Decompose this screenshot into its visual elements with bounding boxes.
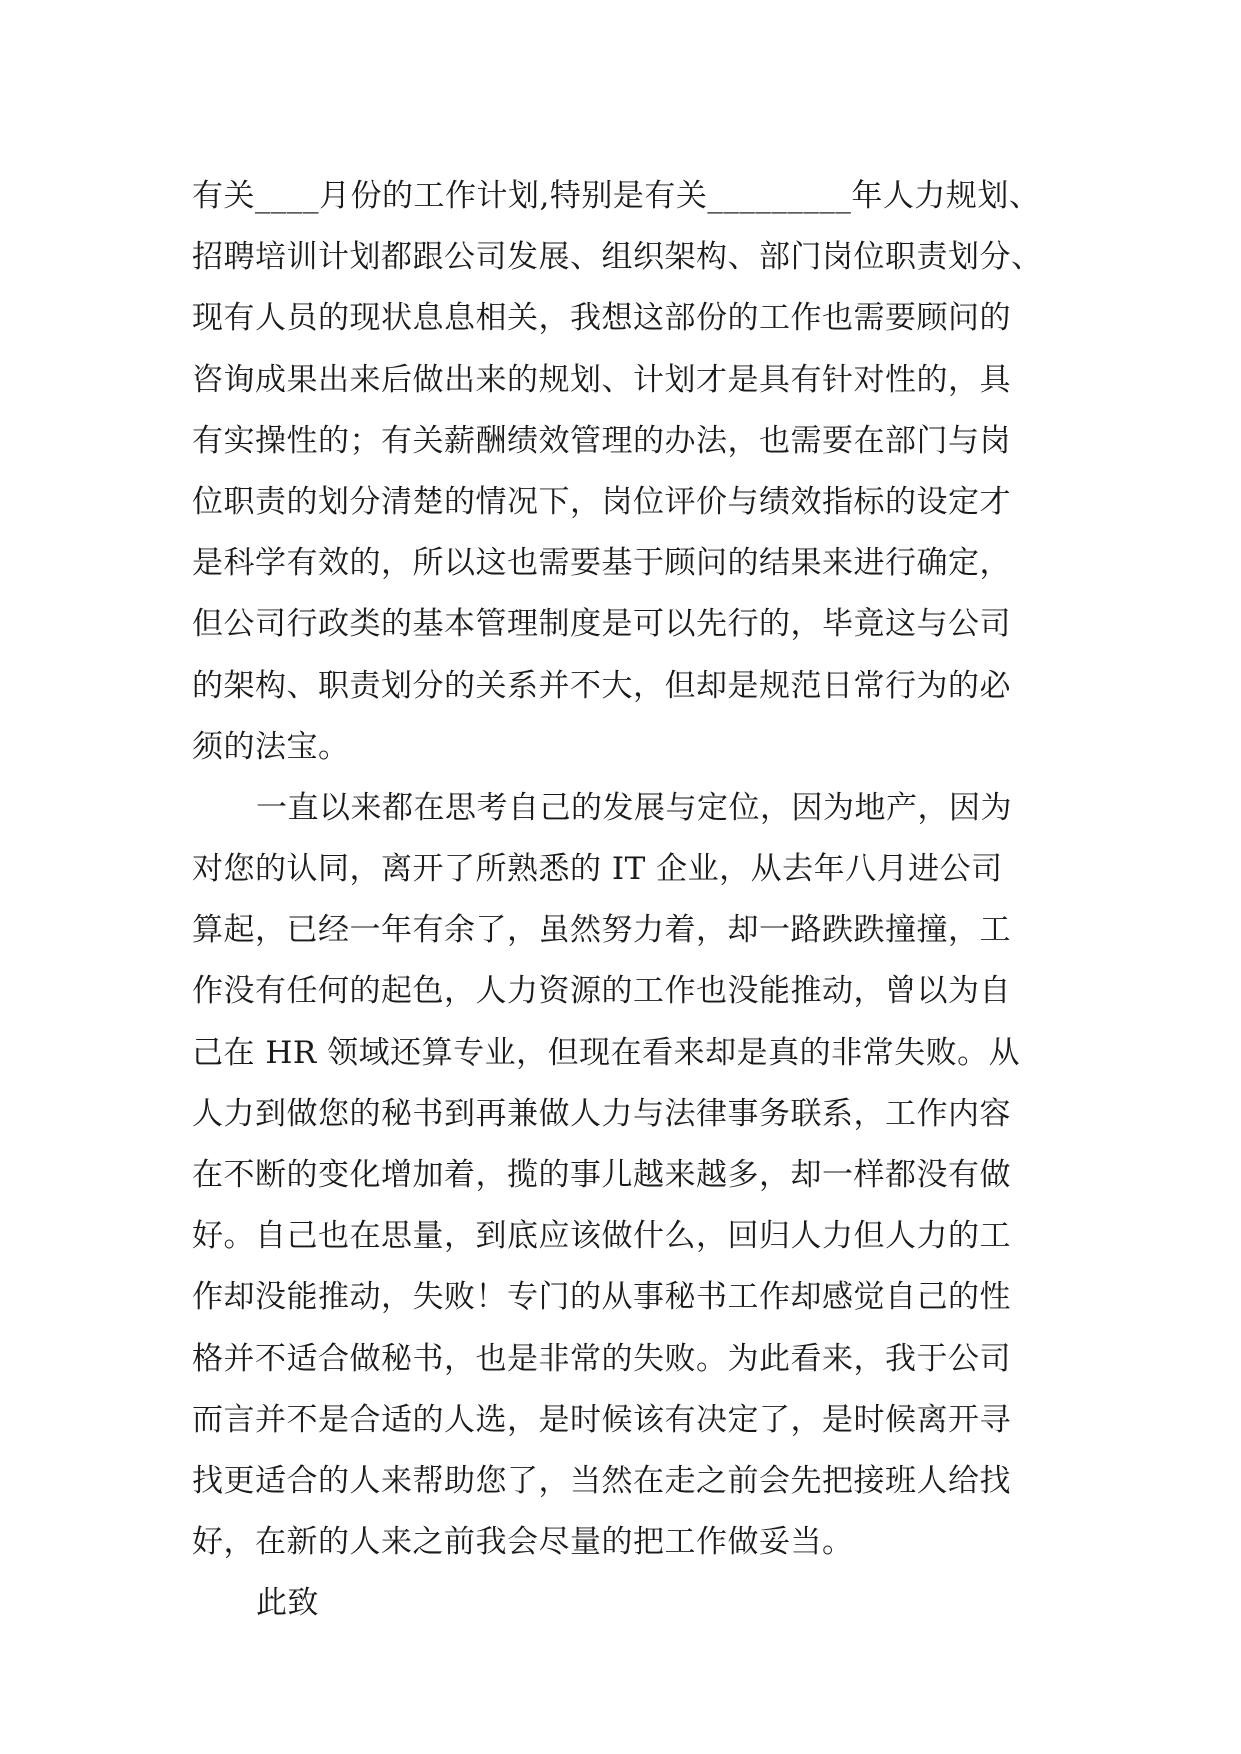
text-line: 作没有任何的起色，人力资源的工作也没能推动，曾以为自 <box>192 973 1011 1010</box>
text-line: 找更适合的人来帮助您了，当然在走之前会先把接班人给找 <box>192 1462 1011 1499</box>
text-line: 招聘培训计划都跟公司发展、组织架构、部门岗位职责划分、 <box>192 239 1043 276</box>
text-line: 须的法宝。 <box>192 728 350 765</box>
text-line: 现有人员的现状息息相关，我想这部份的工作也需要顾问的 <box>192 300 1011 337</box>
text-line: 算起，已经一年有余了，虽然努力着，却一路跌跌撞撞，工 <box>192 912 1011 949</box>
text-line: 但公司行政类的基本管理制度是可以先行的，毕竟这与公司 <box>192 606 1011 643</box>
letter-body <box>192 166 1062 1635</box>
text-line: 己在 HR 领域还算专业，但现在看来却是真的非常失败。从 <box>192 1034 1021 1071</box>
text-line: 作却没能推动，失败！专门的从事秘书工作却感觉自己的性 <box>192 1279 1011 1316</box>
text-line: 而言并不是合适的人选，是时候该有决定了，是时候离开寻 <box>192 1401 1011 1438</box>
text-line: 位职责的划分清楚的情况下，岗位评价与绩效指标的设定才 <box>192 483 1011 520</box>
text-line: 在不断的变化增加着，揽的事儿越来越多，却一样都没有做 <box>192 1157 1011 1193</box>
text-line: 是科学有效的，所以这也需要基于顾问的结果来进行确定， <box>192 545 1011 582</box>
text-line: 人力到做您的秘书到再兼做人力与法律事务联系，工作内容 <box>192 1095 1011 1132</box>
text-line: 的架构、职责划分的关系并不大，但却是规范日常行为的必 <box>192 667 1011 704</box>
closing-salutation: 此致 <box>256 1585 319 1622</box>
text-line: 有关____月份的工作计划,特别是有关_________年人力规划、 <box>192 178 1041 214</box>
paragraph-2 <box>192 778 1062 1573</box>
text-line: 咨询成果出来后做出来的规划、计划才是具有针对性的，具 <box>192 361 1011 398</box>
text-line: 好。自己也在思量，到底应该做什么，回归人力但人力的工 <box>192 1218 1011 1255</box>
paragraph-1 <box>192 166 1062 778</box>
text-line: 格并不适合做秘书，也是非常的失败。为此看来，我于公司 <box>192 1340 1011 1377</box>
text-line: 好，在新的人来之前我会尽量的把工作做妥当。 <box>192 1524 854 1561</box>
text-line: 有实操性的；有关薪酬绩效管理的办法，也需要在部门与岗 <box>192 422 1011 459</box>
text-line: 一直以来都在思考自己的发展与定位，因为地产，因为 <box>256 789 1012 826</box>
text-line: 对您的认同，离开了所熟悉的 IT 企业，从去年八月进公司 <box>192 851 1003 888</box>
